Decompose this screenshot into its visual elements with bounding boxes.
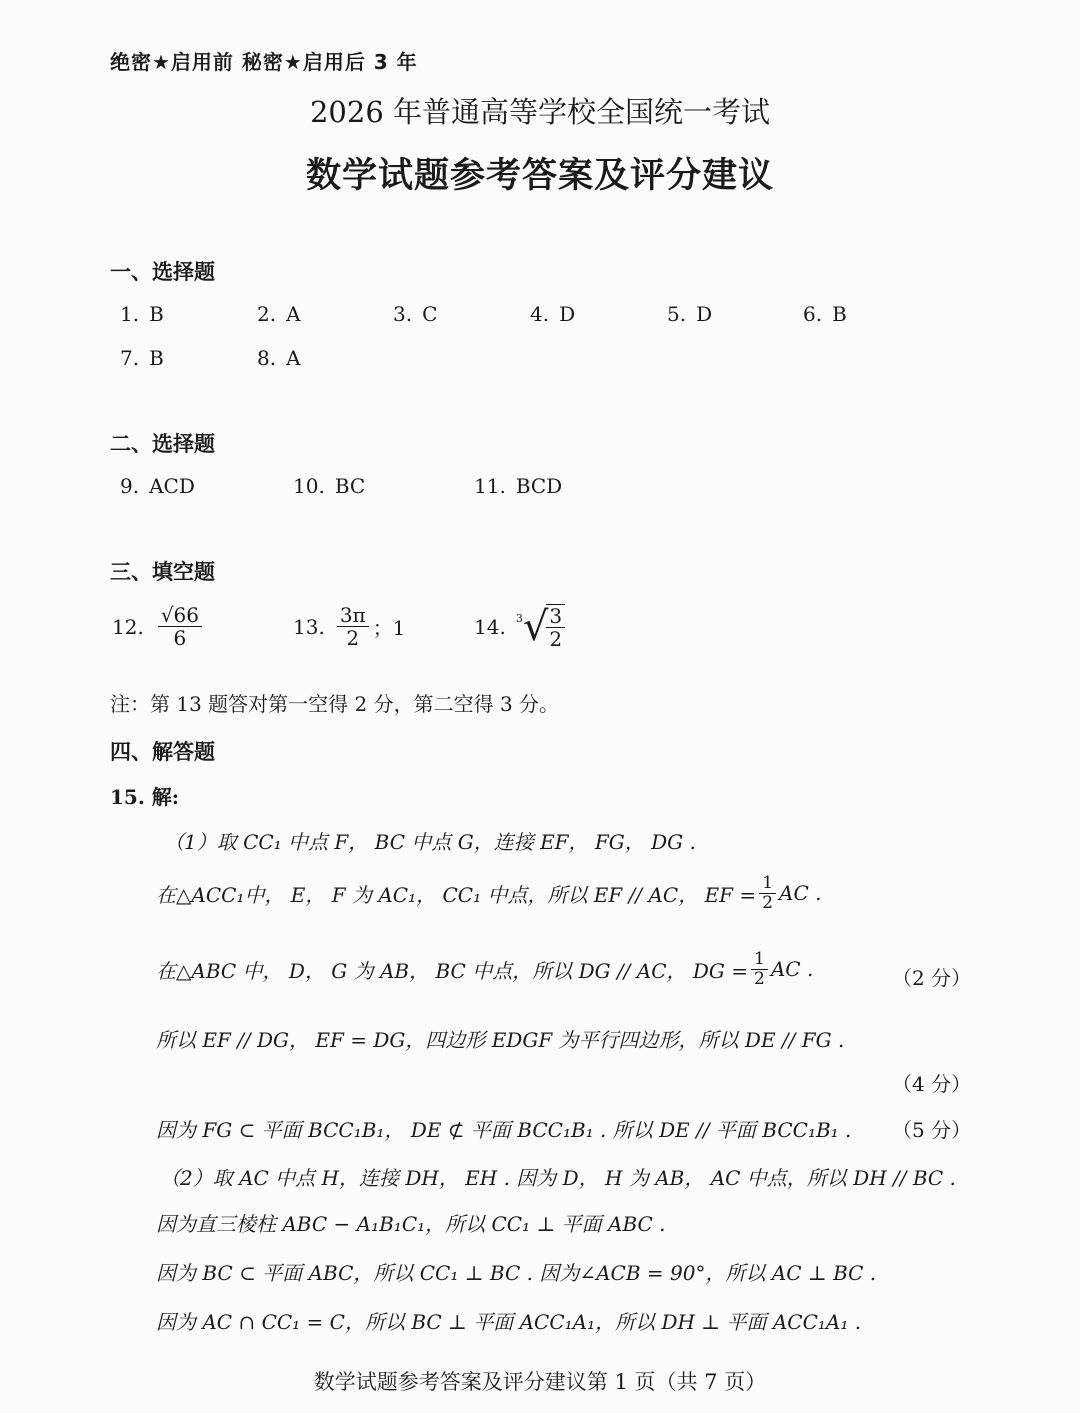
fill-answer-14: 14. 3 √ $\frac{3}{2}$ — [474, 604, 565, 650]
answer-item: 2. A — [257, 302, 301, 326]
solution-line: （1）取 CC₁ 中点 F， BC 中点 G，连接 EF， FG， DG . — [164, 830, 696, 854]
solution-line: 因为直三棱柱 ABC − A₁B₁C₁，所以 CC₁ ⊥ 平面 ABC . — [156, 1212, 666, 1236]
secret-label: 绝密★启用前 秘密★启用后 3 年 — [110, 50, 418, 74]
solution-line: 因为 BC ⊂ 平面 ABC，所以 CC₁ ⊥ BC . 因为∠ACB = 90°，所以 AC ⊥ BC . — [156, 1261, 877, 1285]
answer-item: 8. A — [257, 346, 301, 370]
answer-item: 11. BCD — [474, 474, 563, 498]
score-label: （5 分） — [892, 1118, 972, 1142]
exam-title: 2026 年普通高等学校全国统一考试 — [309, 95, 771, 129]
answer-item: 6. B — [803, 302, 847, 326]
document-title: 数学试题参考答案及评分建议 — [305, 156, 774, 196]
score-label: （2 分） — [892, 966, 972, 990]
answer-item: 3. C — [393, 302, 438, 326]
solution-line: 因为 FG ⊂ 平面 BCC₁B₁， DE ⊄ 平面 BCC₁B₁ . 所以 DE // 平面 BCC₁B₁ . — [156, 1118, 852, 1142]
solution-line: 在△ABC 中， D， G 为 AB， BC 中点，所以 DG // AC， DG = $\frac{1}{2}$ AC . — [156, 949, 814, 989]
section-heading-4: 四、解答题 — [110, 740, 215, 764]
section-heading-3: 三、填空题 — [110, 560, 215, 584]
answer-item: 9. ACD — [120, 474, 195, 498]
section-heading-1: 一、选择题 — [110, 260, 215, 284]
answer-item: 4. D — [530, 302, 576, 326]
solution-line: （2）取 AC 中点 H，连接 DH， EH . 因为 D， H 为 AB， AC 中点，所以 DH // BC . — [160, 1166, 956, 1190]
answer-item: 7. B — [120, 346, 164, 370]
scoring-note: 注：第 13 题答对第一空得 2 分，第二空得 3 分。 — [110, 692, 560, 716]
section-heading-2: 二、选择题 — [110, 432, 215, 456]
score-label: （4 分） — [892, 1072, 972, 1096]
answer-item: 1. B — [120, 302, 164, 326]
solution-line: 在△ACC₁中， E， F 为 AC₁， CC₁ 中点，所以 EF // AC， EF = $\frac{1}{2}$ AC . — [156, 873, 822, 913]
answer-item: 5. D — [667, 302, 713, 326]
fill-answer-13: 13. $\frac{3\pi}{2}$ ；1 — [293, 603, 406, 650]
question-15-label: 15. 解: — [110, 785, 180, 809]
page-footer: 数学试题参考答案及评分建议第 1 页（共 7 页） — [313, 1370, 767, 1394]
fill-answer-12: 12. $\frac{√66}{6}$ — [112, 604, 202, 649]
solution-line: 所以 EF // DG， EF = DG，四边形 EDGF 为平行四边形，所以 DE // FG . — [156, 1028, 845, 1052]
answer-item: 10. BC — [293, 474, 366, 498]
solution-line: 因为 AC ∩ CC₁ = C，所以 BC ⊥ 平面 ACC₁A₁，所以 DH ⊥ 平面 ACC₁A₁ . — [156, 1310, 862, 1334]
